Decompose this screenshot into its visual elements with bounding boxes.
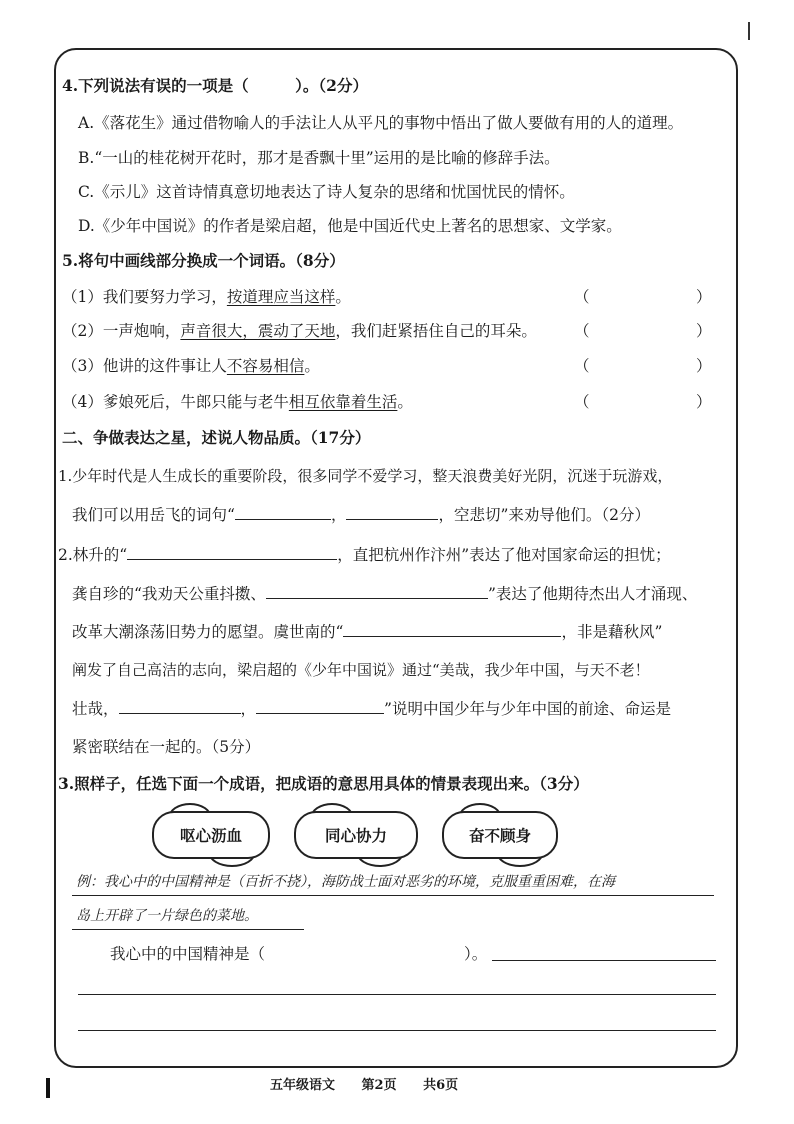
q5-item-1: （1）我们要努力学习，按道理应当这样。 (62, 288, 351, 306)
s2-blank-2[interactable] (266, 584, 488, 599)
q5-answer-open-3: （ (574, 357, 590, 375)
s2-line-4: 阐发了自己高洁的志向，梁启超的《少年中国说》通过“美哉，我少年中国，与天不老！ (72, 661, 650, 679)
q5-stem: 5.将句中画线部分换成一个词语。（8分） (62, 251, 345, 270)
s2-line-3: 改革大潮涤荡旧势力的愿望。虞世南的“ ，非是藉秋风” (72, 623, 663, 641)
s1-line-1: 1.少年时代是人生成长的重要阶段，很多同学不爱学习，整天浪费美好光阴，沉迷于玩游戏， (58, 467, 673, 485)
footer-page: 第2页 (361, 1078, 397, 1093)
example-underline-1 (72, 895, 714, 896)
q5-answer-close-3: ） (696, 357, 712, 375)
answer-prompt: 我心中的中国精神是（ (110, 945, 266, 963)
example-underline-2 (72, 929, 304, 930)
page-footer (270, 1074, 480, 1093)
s1-blank-1[interactable] (235, 505, 331, 520)
answer-prompt-close: ）。 (464, 945, 488, 963)
q5-answer-open-4: （ (574, 393, 590, 411)
q5-item-4: （4）爹娘死后，牛郎只能与老牛相互依靠着生活。 (62, 393, 413, 411)
footer-total: 共6页 (423, 1078, 459, 1093)
q5-answer-close-4: ） (696, 393, 712, 411)
s1-line-2: 我们可以用岳飞的词句“ ， ，空悲切”来劝导他们。（2分） (72, 506, 650, 524)
idiom-cloud-1[interactable]: 呕心沥血 (152, 811, 270, 859)
s1-blank-2[interactable] (346, 505, 438, 520)
q4-option-c: C.《示儿》这首诗情真意切地表达了诗人复杂的思绪和忧国忧民的情怀。 (78, 183, 575, 201)
s2-line-5: 壮哉， ， ”说明中国少年与少年中国的前途、命运是 (72, 700, 671, 718)
answer-line-2[interactable] (78, 994, 716, 995)
example-line-1: 例：我心中的中国精神是（百折不挠），海防战士面对恶劣的环境，克服重重困难，在海 (76, 874, 615, 890)
q5-answer-open-1: （ (574, 288, 590, 306)
idiom-cloud-2[interactable]: 同心协力 (294, 811, 418, 859)
example-line-2: 岛上开辟了一片绿色的菜地。 (76, 908, 258, 924)
s2-blank-3[interactable] (343, 622, 561, 637)
q5-answer-close-2: ） (696, 322, 712, 340)
idiom-cloud-3[interactable]: 奋不顾身 (442, 811, 558, 859)
s2-line-1: 2.林升的“ ，直把杭州作汴州”表达了他对国家命运的担忧； (58, 546, 671, 564)
answer-line-1[interactable] (492, 960, 716, 961)
q4-option-d: D.《少年中国说》的作者是梁启超，他是中国近代史上著名的思想家、文学家。 (78, 217, 622, 235)
q4-option-a: A.《落花生》通过借物喻人的手法让人从平凡的事物中悟出了做人要做有用的人的道理。 (78, 114, 684, 132)
section-2-title: 二、争做表达之星，述说人物品质。（17分） (62, 428, 371, 447)
q5-answer-open-2: （ (574, 322, 590, 340)
q4-option-b: B.“一山的桂花树开花时，那才是香飘十里”运用的是比喻的修辞手法。 (78, 149, 560, 167)
s2-blank-5[interactable] (256, 699, 384, 714)
q4-stem: 4.下列说法有误的一项是（ ）。（2分） (62, 76, 368, 95)
s2-line-2: 龚自珍的“我劝天公重抖擞、 ”表达了他期待杰出人才涌现、 (72, 585, 698, 603)
q5-item-2: （2）一声炮响，声音很大，震动了天地，我们赶紧捂住自己的耳朵。 (62, 322, 537, 340)
q5-answer-close-1: ） (696, 288, 712, 306)
q5-item-3: （3）他讲的这件事让人不容易相信。 (62, 357, 320, 375)
s2-line-6: 紧密联结在一起的。（5分） (72, 738, 261, 756)
s3-stem: 3.照样子，任选下面一个成语，把成语的意思用具体的情景表现出来。（3分） (58, 774, 589, 793)
scan-edge-mark (748, 22, 750, 40)
footer-subject: 五年级语文 (270, 1078, 336, 1093)
scan-edge-mark-left (46, 1078, 50, 1098)
s2-blank-1[interactable] (127, 545, 337, 560)
answer-line-3[interactable] (78, 1030, 716, 1031)
s2-blank-4[interactable] (119, 699, 241, 714)
